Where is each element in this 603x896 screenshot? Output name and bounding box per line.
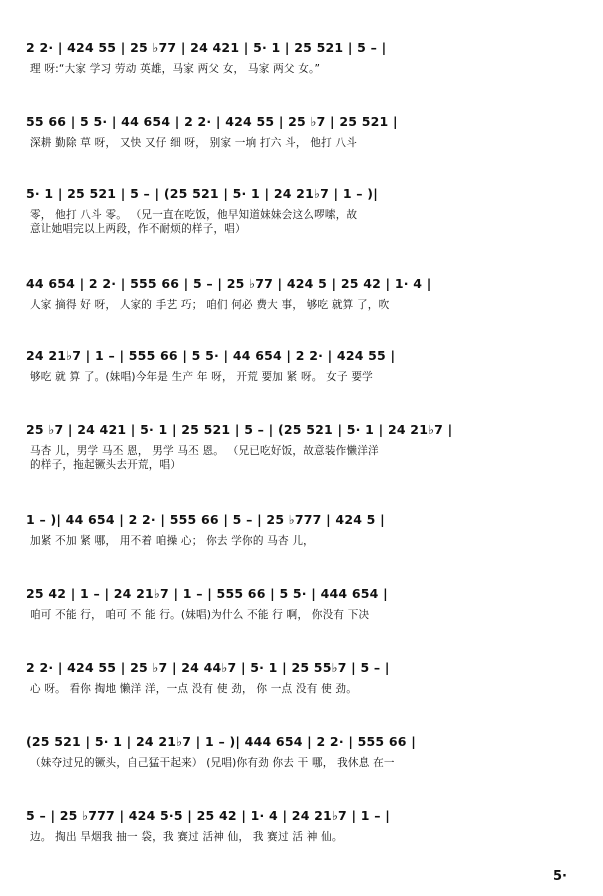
lyric-line: 深耕 勤除 草 呀， 又快 又仔 细 呀， 别家 一垧 打六 斗， 他打 八斗: [30, 137, 358, 149]
notation-line: 2 2· | 424 55 | 25 ♭7 | 24 44♭7 | 5· 1 | 25 55♭7 | 5 – |: [26, 660, 390, 675]
notation-line: 5 – | 25 ♭777 | 424 5·5 | 25 42 | 1· 4 | 24 21♭7 | 1 – |: [26, 808, 391, 823]
page-number: 5·: [553, 869, 567, 884]
lyric-line: 理 呀:“大家 学习 劳动 英雄，马家 两父 女， 马家 两父 女。”: [30, 63, 321, 75]
lyric-line: 边。 掏出 旱烟我 抽一 袋，我 赛过 活神 仙， 我 赛过 活 神 仙。: [30, 831, 343, 843]
lyric-line: 加紧 不加 紧 哪， 用不着 咱操 心； 你去 学你的 马杏 儿，: [30, 535, 314, 547]
notation-line: (25 521 | 5· 1 | 24 21♭7 | 1 – )| 444 654 | 2 2· | 555 66 |: [26, 734, 416, 749]
notation-line: 1 – )| 44 654 | 2 2· | 555 66 | 5 – | 25 ♭777 | 424 5 |: [26, 512, 385, 527]
notation-line: 25 42 | 1 – | 24 21♭7 | 1 – | 555 66 | 5 5· | 444 654 |: [26, 586, 388, 601]
lyric-line: 人家 摘得 好 呀， 人家的 手艺 巧； 咱们 何必 费大 事， 够吃 就算 了，吹: [30, 299, 390, 311]
lyric-line: （妹夺过兄的镢头，自己猛干起来） (兄唱)你有劲 你去 干 哪， 我休息 在一: [30, 757, 395, 769]
lyric-line: 够吃 就 算 了。(妹唱)今年是 生产 年 呀， 开荒 要加 紧 呀。 女子 要学: [30, 371, 373, 383]
lyric-line: 马杏 儿，男学 马丕 恩， 男学 马丕 恩。 （兄已吃好饭，故意装作懒洋洋: [30, 445, 379, 457]
notation-line: 55 66 | 5 5· | 44 654 | 2 2· | 424 55 | 25 ♭7 | 25 521 |: [26, 114, 398, 129]
stage-direction-line: 的样子，拖起镢头去开荒，唱）: [30, 459, 182, 471]
lyric-line: 零， 他打 八斗 零。 （兄一直在吃饭，他早知道妹妹会这么啰嗦，故: [30, 209, 358, 221]
lyric-line: 咱可 不能 行， 咱可 不 能 行。(妹唱)为什么 不能 行 啊， 你没有 下决: [30, 609, 370, 621]
lyric-line: 心 呀。 看你 掏地 懒洋 洋，一点 没有 使 劲， 你 一点 没有 使 劲。: [30, 683, 358, 695]
notation-line: 44 654 | 2 2· | 555 66 | 5 – | 25 ♭77 | 424 5 | 25 42 | 1· 4 |: [26, 276, 432, 291]
stage-direction-line: 意让她唱完以上两段，作不耐烦的样子，唱）: [30, 223, 246, 235]
notation-line: 25 ♭7 | 24 421 | 5· 1 | 25 521 | 5 – | (25 521 | 5· 1 | 24 21♭7 |: [26, 422, 453, 437]
notation-line: 24 21♭7 | 1 – | 555 66 | 5 5· | 44 654 | 2 2· | 424 55 |: [26, 348, 396, 363]
notation-line: 5· 1 | 25 521 | 5 – | (25 521 | 5· 1 | 24 21♭7 | 1 – )|: [26, 186, 378, 201]
notation-line: 2 2· | 424 55 | 25 ♭77 | 24 421 | 5· 1 | 25 521 | 5 – |: [26, 40, 387, 55]
